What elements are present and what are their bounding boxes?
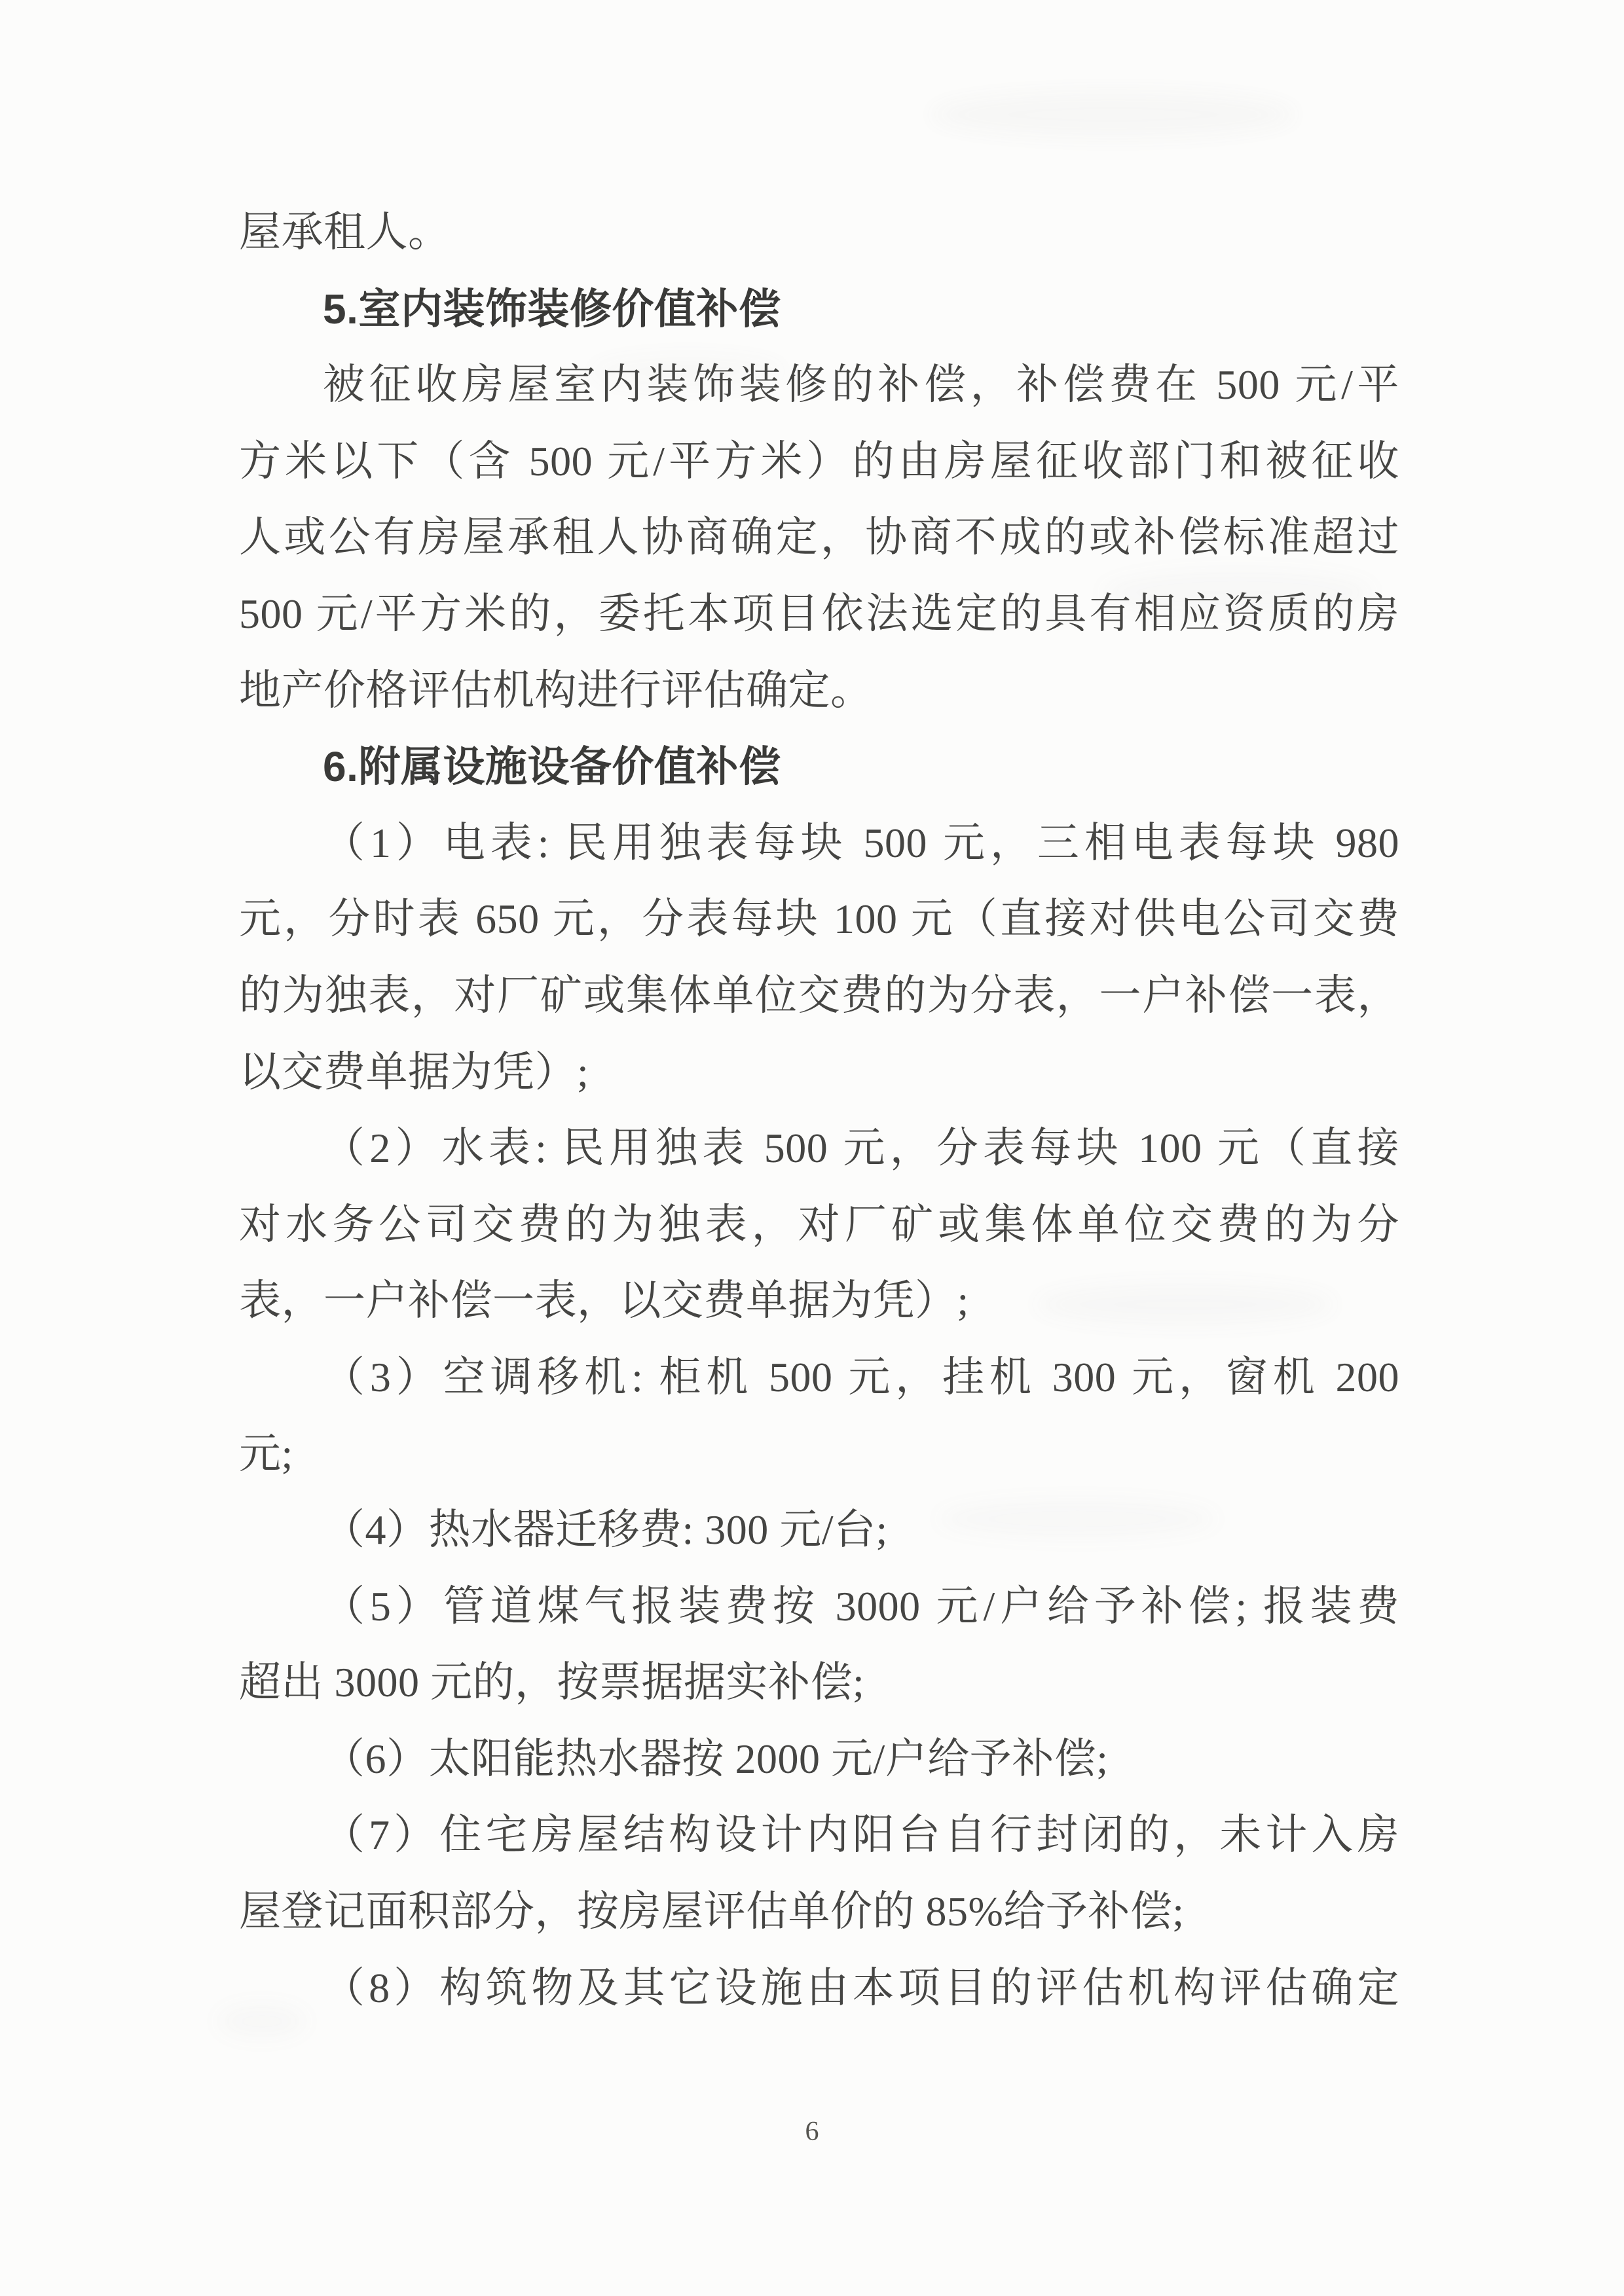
text-line: 元; [239,1430,293,1477]
text-line: （5）管道煤气报装费按 3000 元/户给予补偿; 报装费 [323,1582,1399,1630]
text-line: （3）空调移机: 柜机 500 元，挂机 300 元，窗机 200 [323,1353,1399,1400]
text-line: （6）太阳能热水器按 2000 元/户给予补偿; [323,1735,1109,1782]
text-line: 方米以下（含 500 元/平方米）的由房屋征收部门和被征收 [239,437,1399,484]
text-line: 以交费单据为凭）; [239,1048,589,1095]
text-line: （2）水表: 民用独表 500 元，分表每块 100 元（直接 [323,1125,1399,1172]
section-heading: 6.附属设施设备价值补偿 [323,743,781,791]
text-line: 元，分时表 650 元，分表每块 100 元（直接对供电公司交费 [239,896,1399,943]
text-block [239,194,1399,2026]
text-line: 500 元/平方米的，委托本项目依法选定的具有相应资质的房 [239,590,1399,637]
text-line: 超出 3000 元的，按票据据实补偿; [239,1659,865,1706]
text-line: 屋登记面积部分，按房屋评估单价的 85%给予补偿; [239,1888,1185,1935]
text-line: （8）构筑物及其它设施由本项目的评估机构评估确定 [323,1964,1399,2011]
text-line: 的为独表，对厂矿或集体单位交费的为分表，一户补偿一表， [239,972,1399,1019]
text-line: 屋承租人。 [239,209,451,255]
text-line: （7）住宅房屋结构设计内阳台自行封闭的，未计入房 [323,1812,1399,1859]
text-line: 人或公有房屋承租人协商确定，协商不成的或补偿标准超过 [239,514,1399,561]
scan-artifact [930,92,1297,137]
page-number: 6 [805,2117,819,2147]
text-line: 被征收房屋室内装饰装修的补偿，补偿费在 500 元/平 [323,361,1399,409]
section-heading: 5.室内装饰装修价值补偿 [323,285,781,333]
text-line: 地产价格评估机构进行评估确定。 [239,666,873,714]
text-line: 对水务公司交费的为独表，对厂矿或集体单位交费的为分 [239,1201,1399,1248]
text-line: （4）热水器迁移费: 300 元/台; [323,1506,888,1554]
text-line: 表，一户补偿一表，以交费单据为凭）; [239,1277,969,1324]
text-line: （1）电表: 民用独表每块 500 元，三相电表每块 980 [323,819,1399,866]
